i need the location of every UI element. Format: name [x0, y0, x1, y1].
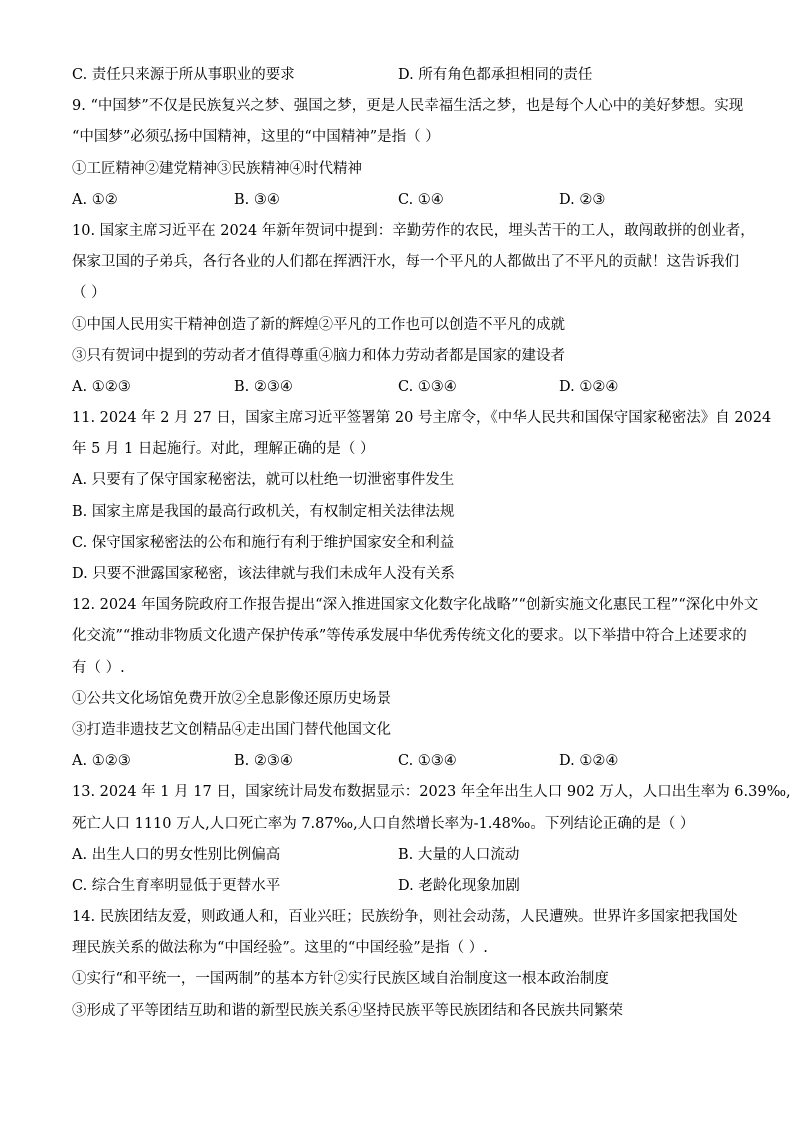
q14-stem-line-2: 理民族关系的做法称为“中国经验”。这里的“中国经验”是指（ ）. [72, 940, 488, 957]
q13-option-d: D. 老龄化现象加剧 [398, 877, 520, 894]
q12-stem-line-2: 化交流”“推动非物质文化遗产保护传承”等传承发展中华优秀传统文化的要求。以下举措中符合上述要求的 [72, 628, 747, 645]
q8-options [72, 62, 732, 93]
q13-options-row-2 [72, 873, 732, 904]
q9-items: ①工匠精神②建党精神③民族精神④时代精神 [72, 160, 362, 177]
q12-options [72, 748, 732, 779]
q9-options [72, 187, 732, 218]
q8-option-c: C. 责任只来源于所从事职业的要求 [72, 67, 295, 83]
q12-items-line-1: ①公共文化场馆免费开放②全息影像还原历史场景 [72, 690, 391, 707]
q11-stem-line-1: 11. 2024 年 2 月 27 日，国家主席习近平签署第 20 号主席令，《中华人民共和国保守国家秘密法》自 2024 [72, 410, 772, 427]
q12-option-a: A. ①②③ [72, 753, 131, 770]
q14-items-line-1: ①实行“和平统一，一国两制”的基本方针②实行民族区域自治制度这一根本政治制度 [72, 971, 609, 988]
q10-option-d: D. ①②④ [559, 378, 619, 395]
q10-items-line-1: ①中国人民用实干精神创造了新的辉煌②平凡的工作也可以创造不平凡的成就 [72, 316, 565, 333]
q10-stem-line-1: 10. 国家主席习近平在 2024 年新年贺词中提到：辛勤劳作的农民，埋头苦干的工人，敢闯敢拼的创业者， [72, 222, 755, 239]
q13-stem-line-2: 死亡人口 1110 万人,人口死亡率为 7.87‰,人口自然增长率为-1.48‰。下列结论正确的是（ ） [72, 815, 695, 832]
q9-option-b: B. ③④ [234, 191, 280, 208]
q11-option-d: D. 只要不泄露国家秘密，该法律就与我们未成年人没有关系 [72, 566, 455, 582]
q10-stem-line-2: 保家卫国的子弟兵，各行各业的人们都在挥洒汗水，每一个平凡的人都做出了不平凡的贡献！这告诉我们 [72, 254, 739, 271]
q8-option-d: D. 所有角色都承担相同的责任 [398, 67, 593, 83]
q11-stem-line-2: 年 5 月 1 日起施行。对此，理解正确的是（ ） [72, 441, 375, 458]
q14-stem-line-1: 14. 民族团结友爱，则政通人和，百业兴旺；民族纷争，则社会动荡，人民遭殃。世界许多国家把我国处 [72, 909, 738, 926]
q9-stem-line-1: 9. “中国梦”不仅是民族复兴之梦、强国之梦，更是人民幸福生活之梦，也是每个人心中的美好梦想。实现 [72, 98, 744, 115]
q12-stem-line-1: 12. 2024 年国务院政府工作报告提出“深入推进国家文化数字化战略”“创新实施文化惠民工程”“深化中外文 [72, 597, 759, 614]
q10-option-c: C. ①③④ [398, 378, 457, 395]
q11-option-b: B. 国家主席是我国的最高行政机关，有权制定相关法律法规 [72, 503, 455, 520]
q11-option-c: C. 保守国家秘密法的公布和施行有利于维护国家安全和利益 [72, 534, 455, 551]
exam-page [72, 62, 791, 1029]
q13-stem-line-1: 13. 2024 年 1 月 17 日，国家统计局发布数据显示：2023 年全年出生人口 902 万人，人口出生率为 6.39‰, [72, 784, 791, 801]
q9-option-c: C. ①④ [398, 191, 444, 208]
q13-options-row-1 [72, 842, 732, 873]
q14-items-line-2: ③形成了平等团结互助和谐的新型民族关系④坚持民族平等民族团结和各民族共同繁荣 [72, 1002, 623, 1019]
q13-option-a: A. 出生人口的男女性别比例偏高 [72, 846, 281, 863]
q10-items-line-2: ③只有贺词中提到的劳动者才值得尊重④脑力和体力劳动者都是国家的建设者 [72, 347, 565, 364]
q13-option-c: C. 综合生育率明显低于更替水平 [72, 877, 281, 894]
q10-option-a: A. ①②③ [72, 378, 131, 395]
q12-option-b: B. ②③④ [234, 753, 293, 770]
q12-items-line-2: ③打造非遗技艺文创精品④走出国门替代他国文化 [72, 721, 391, 738]
q10-options [72, 374, 732, 405]
q12-stem-line-3: 有（ ）. [72, 659, 125, 676]
q9-option-a: A. ①② [72, 191, 118, 208]
q11-option-a: A. 只要有了保守国家秘密法，就可以杜绝一切泄密事件发生 [72, 472, 455, 489]
q10-stem-line-3: （ ） [72, 285, 106, 302]
q13-option-b: B. 大量的人口流动 [398, 846, 520, 863]
q10-option-b: B. ②③④ [234, 378, 293, 395]
q9-option-d: D. ②③ [559, 191, 606, 208]
q12-option-c: C. ①③④ [398, 753, 457, 770]
q12-option-d: D. ①②④ [559, 753, 619, 770]
q9-stem-line-2: “中国梦”必须弘扬中国精神，这里的“中国精神”是指（ ） [72, 129, 440, 146]
